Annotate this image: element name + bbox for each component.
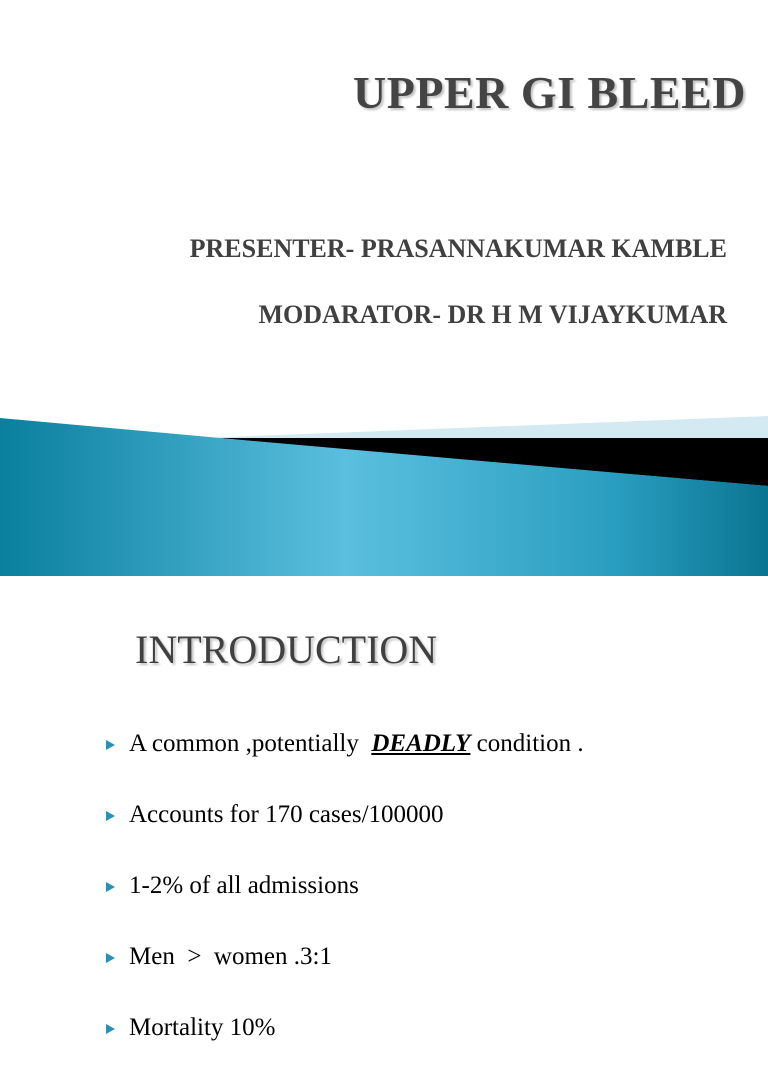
list-item (106, 799, 584, 870)
bullet-text: A common ,potentially DEADLY condition . (129, 730, 584, 757)
list-item (106, 728, 584, 799)
bullet-text: 1-2% of all admissions (129, 872, 359, 899)
bullet-text: Accounts for 170 cases/100000 (129, 801, 444, 828)
wave-pale-stripe (200, 416, 768, 440)
moderator-line: MODARATOR- DR H M VIJAYKUMAR (258, 300, 727, 329)
decorative-wave-band (0, 412, 768, 576)
triangle-right-icon (106, 811, 115, 821)
triangle-right-icon (106, 1024, 115, 1034)
bullet-text: Men > women .3:1 (129, 943, 332, 970)
list-item (106, 941, 584, 1012)
triangle-right-icon (106, 882, 115, 892)
bullet-text: Mortality 10% (129, 1014, 276, 1041)
list-item (106, 1012, 584, 1083)
slide-title: UPPER GI BLEED (353, 67, 746, 118)
presenter-line: PRESENTER- PRASANNAKUMAR KAMBLE (189, 234, 727, 263)
list-item (106, 870, 584, 941)
triangle-right-icon (106, 740, 115, 750)
introduction-title: INTRODUCTION (135, 627, 438, 672)
introduction-slide (0, 576, 768, 1041)
bullet-list (106, 728, 584, 1083)
triangle-right-icon (106, 953, 115, 963)
emphasis-deadly: DEADLY (371, 730, 471, 757)
